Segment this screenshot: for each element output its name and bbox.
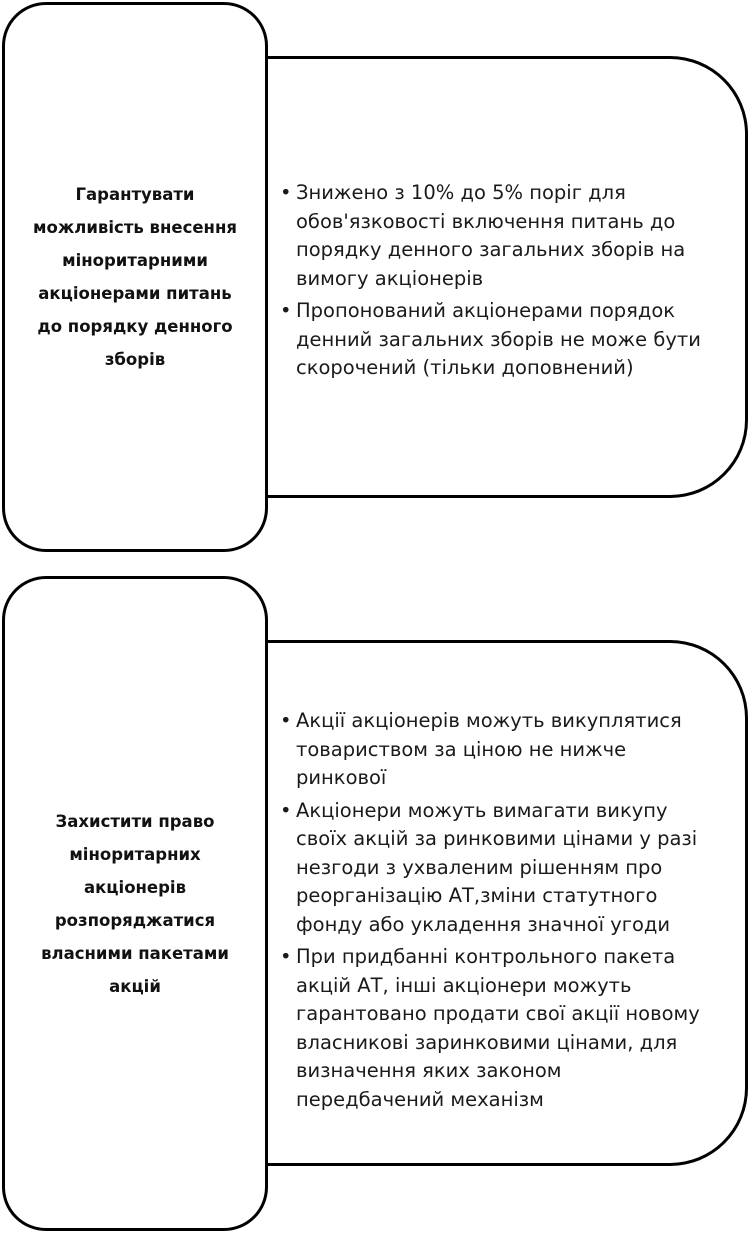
bullet-icon: • [280, 181, 292, 204]
bullet-icon: • [280, 709, 292, 732]
list-item-text: Акціонери можуть вимагати викупу своїх акцій за ринковими цінами у разі незгоди з ухваленим рішенням про реорганізацію АТ,зміни статутного фонду або укладення значної угоди [296, 798, 698, 936]
list-item [280, 297, 715, 383]
block-1-heading: Гарантувати можливість внесення міноритарними акціонерами питань до порядку денного зборів [33, 185, 237, 369]
list-item [280, 179, 715, 293]
block-1 [0, 0, 750, 556]
block-2 [0, 574, 750, 1233]
list-item-text: Акції акціонерів можуть викуплятися товариством за ціною не нижче ринкової [296, 709, 682, 789]
block-2-heading: Захистити право міноритарних акціонерів розпоряджатися власними пакетами акцій [41, 811, 229, 996]
block-1-bullet-list [280, 179, 715, 387]
block-2-heading-box [2, 576, 268, 1231]
list-item-text: Знижено з 10% до 5% поріг для обов'язковості включення питань до порядку денного загальних зборів на вимогу акціонерів [296, 181, 686, 290]
block-2-content-box [262, 640, 748, 1166]
block-1-heading-box [2, 2, 268, 552]
list-item-text: Пропонований акціонерами порядок денний загальних зборів не може бути скорочений (тільки доповнений) [296, 299, 701, 379]
block-1-content-box [262, 56, 748, 498]
list-item [280, 943, 715, 1114]
block-2-bullet-list [280, 707, 715, 1118]
list-item [280, 707, 715, 793]
bullet-icon: • [280, 299, 292, 322]
list-item [280, 797, 715, 940]
bullet-icon: • [280, 798, 292, 822]
bullet-icon: • [280, 945, 292, 968]
list-item-text: При придбанні контрольного пакета акцій АТ, інші акціонери можуть гарантовано продати свої акції новому власникові заринковими цінами, для визначення яких законом передбачений механізм [296, 945, 700, 1111]
